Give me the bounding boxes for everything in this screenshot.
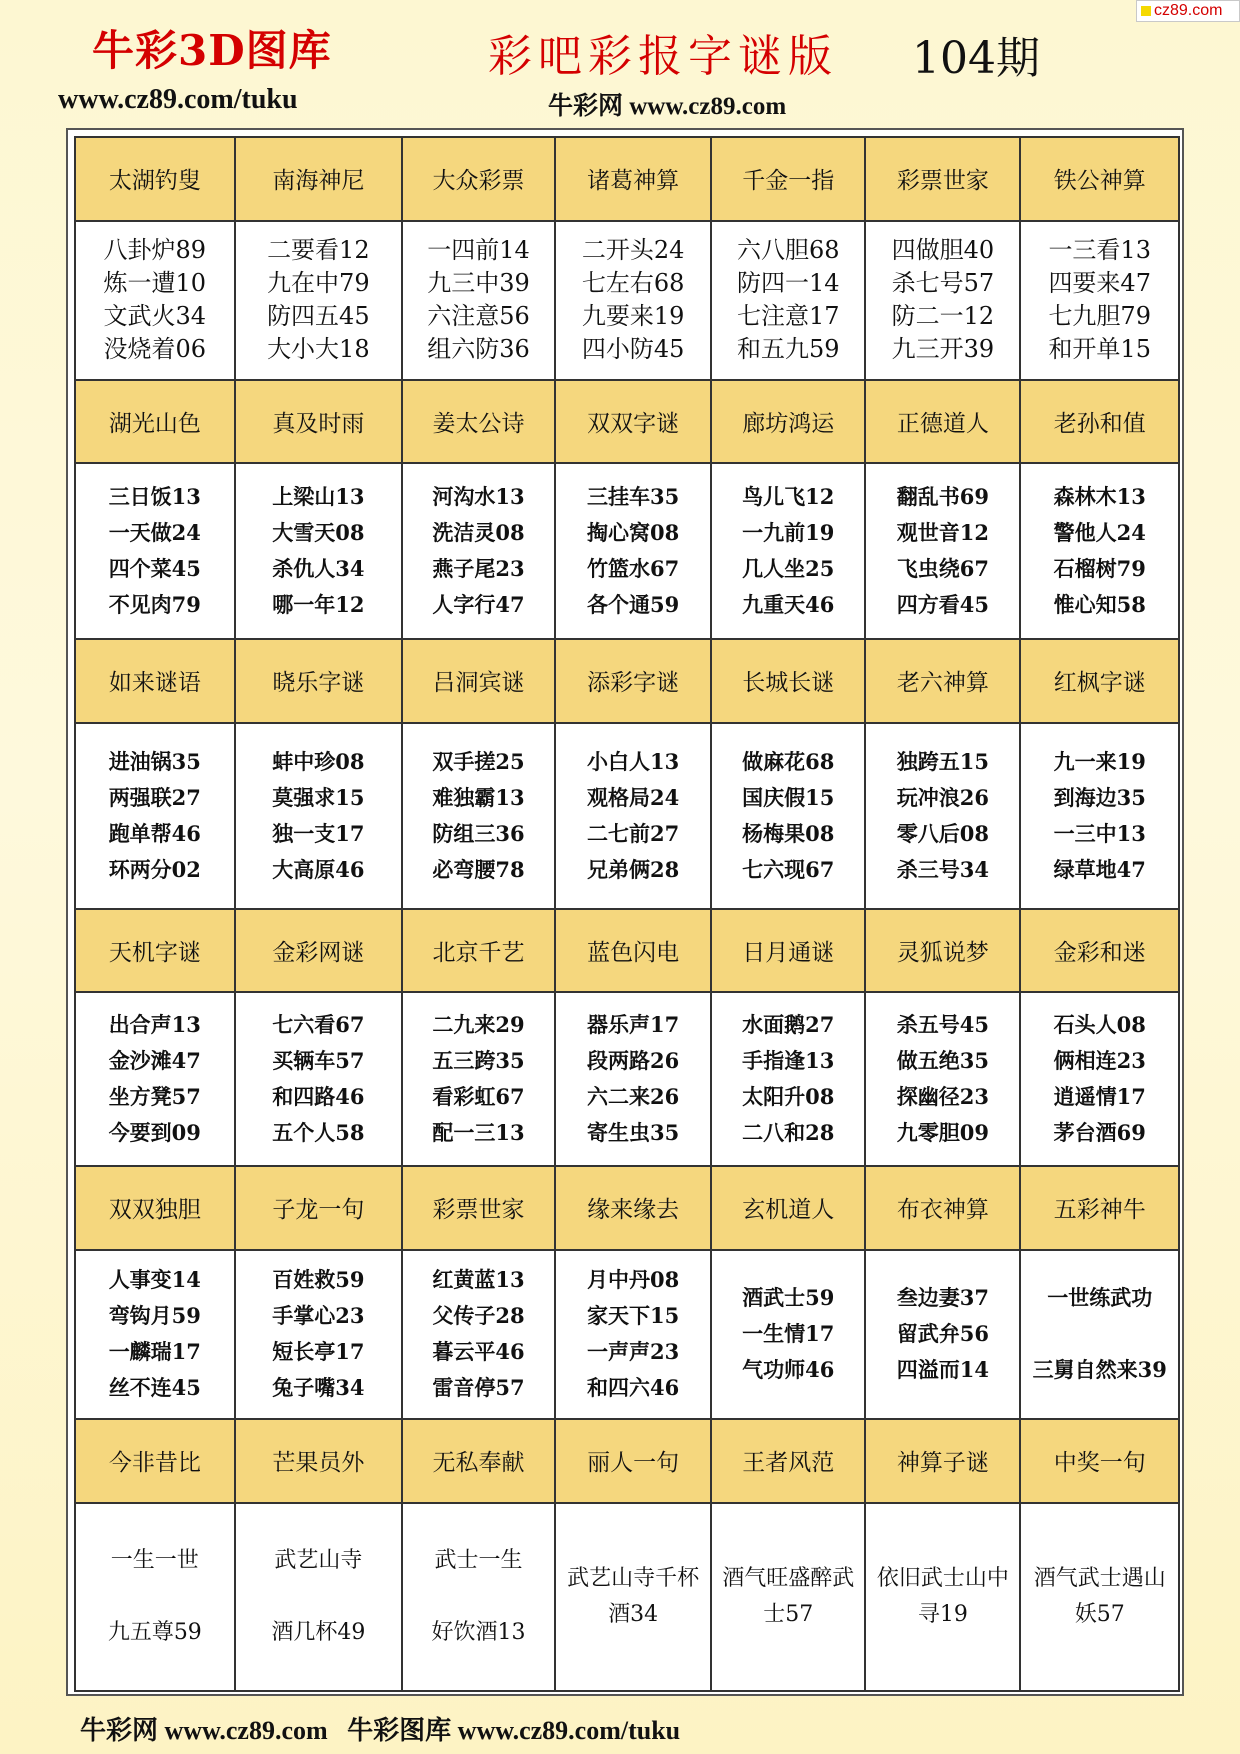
expert-name-cell: 子龙一句 [235,1166,402,1250]
prediction-line: 竹篮水67 [587,556,680,582]
prediction-line: 手指逢13 [742,1048,835,1074]
prediction-line: 没烧着06 [103,335,207,364]
prediction-line: 短长亭17 [272,1339,365,1365]
prediction-line: 兄弟俩28 [587,856,680,882]
expert-name-cell: 五彩神牛 [1020,1166,1179,1250]
header-row [75,1166,1179,1250]
expert-name-cell: 彩票世家 [402,1166,555,1250]
prediction-row [75,463,1179,639]
prediction-line: 人字行47 [432,592,525,618]
prediction-line: 士57 [763,1601,814,1627]
prediction-line: 三挂车35 [587,484,680,510]
expert-name-cell: 灵狐说梦 [865,909,1020,993]
prediction-line: 一麟瑞17 [108,1339,201,1365]
prediction-line: 出合声13 [108,1012,201,1038]
prediction-line: 依旧武士山中 [876,1565,1009,1591]
prediction-line: 观格局24 [587,784,680,810]
prediction-line: 四做胆40 [891,236,995,265]
expert-name-cell: 双双字谜 [555,380,711,464]
prediction-line: 暮云平46 [432,1339,525,1365]
prediction-line: 二九来29 [432,1012,525,1038]
brand-title: 牛彩3D图库 [92,26,332,75]
prediction-cell [865,221,1020,380]
prediction-line: 杀仇人34 [272,556,365,582]
prediction-line: 器乐声17 [587,1012,680,1038]
prediction-cell [1020,221,1179,380]
prediction-line: 到海边35 [1053,784,1146,810]
prediction-line: 上梁山13 [272,484,365,510]
expert-name-cell: 红枫字谜 [1020,639,1179,723]
prediction-line: 掏心窝08 [587,520,680,546]
header-row [75,639,1179,723]
expert-name-cell: 如来谜语 [75,639,235,723]
prediction-row [75,1503,1179,1691]
prediction-cell [711,992,865,1166]
prediction-cell [235,1250,402,1419]
prediction-line: 两强联27 [108,784,201,810]
expert-name-cell: 北京千艺 [402,909,555,993]
expert-name-cell: 诸葛神算 [555,137,711,221]
prediction-line: 六二来26 [587,1084,680,1110]
prediction-line: 四溢而14 [896,1357,989,1383]
expert-name-cell: 王者风范 [711,1419,865,1503]
prediction-cell [402,1503,555,1691]
prediction-line: 一生情17 [742,1321,835,1347]
prediction-line: 寻19 [917,1601,968,1627]
prediction-line: 和四六46 [587,1375,680,1401]
prediction-line: 太阳升08 [742,1084,835,1110]
prediction-line: 零八后08 [896,820,989,846]
prediction-line: 百姓救59 [272,1267,365,1293]
prediction-line: 寄生虫35 [587,1120,680,1146]
prediction-line: 跑单帮46 [108,820,201,846]
expert-name-cell: 缘来缘去 [555,1166,711,1250]
prediction-cell [235,1503,402,1691]
prediction-line: 人事变14 [108,1267,201,1293]
prediction-line: 八卦炉89 [103,236,207,265]
prediction-line: 一九前19 [742,520,835,546]
prediction-line: 金沙滩47 [108,1048,201,1074]
prediction-line: 酒气武士遇山 [1033,1565,1166,1591]
prediction-line: 防组三36 [432,820,525,846]
prediction-line: 留武弁56 [896,1321,989,1347]
prediction-line: 五个人58 [272,1120,365,1146]
prediction-line: 雷音停57 [432,1375,525,1401]
prediction-line: 鸟儿飞12 [742,484,835,510]
prediction-cell [865,992,1020,1166]
prediction-cell [75,1250,235,1419]
prediction-cell [75,463,235,639]
prediction-line: 小白人13 [587,748,680,774]
prediction-cell [402,463,555,639]
prediction-line: 三日饭13 [108,484,201,510]
prediction-line: 武艺山寺 [274,1547,363,1573]
expert-name-cell: 太湖钓叟 [75,137,235,221]
prediction-cell [402,723,555,909]
prediction-cell [235,992,402,1166]
prediction-cell [235,463,402,639]
prediction-cell [1020,463,1179,639]
prediction-line: 武艺山寺千杯 [567,1565,700,1591]
prediction-line: 手掌心23 [272,1303,365,1329]
prediction-line: 环两分02 [108,856,201,882]
line-spacer [78,1579,232,1615]
prediction-line: 一天做24 [108,520,201,546]
expert-name-cell: 无私奉献 [402,1419,555,1503]
prediction-line: 国庆假15 [742,784,835,810]
prediction-line: 段两路26 [587,1048,680,1074]
prediction-line: 九要来19 [581,302,685,331]
prediction-line: 逍遥情17 [1053,1084,1146,1110]
prediction-line: 看彩虹67 [432,1084,525,1110]
prediction-cell [555,723,711,909]
prediction-line: 几人坐25 [742,556,835,582]
prediction-line: 俩相连23 [1053,1048,1146,1074]
prediction-cell [555,1503,711,1691]
prediction-line: 今要到09 [108,1120,201,1146]
header-row [75,1419,1179,1503]
expert-name-cell: 金彩和迷 [1020,909,1179,993]
prediction-line: 杀五号45 [896,1012,989,1038]
prediction-line: 翻乱书69 [896,484,989,510]
watermark-text: cz89.com [1154,2,1223,19]
expert-name-cell: 芒果员外 [235,1419,402,1503]
prediction-line: 九五尊59 [107,1619,202,1645]
expert-name-cell: 布衣神算 [865,1166,1020,1250]
prediction-line: 九在中79 [267,269,370,298]
expert-name-cell: 姜太公诗 [402,380,555,464]
prediction-line: 二七前27 [587,820,680,846]
prediction-line: 文武火34 [103,302,207,331]
prediction-cell [711,221,865,380]
prediction-row [75,221,1179,380]
expert-name-cell: 今非昔比 [75,1419,235,1503]
prediction-cell [1020,992,1179,1166]
prediction-line: 蚌中珍08 [272,748,365,774]
prediction-line: 石榴树79 [1053,556,1146,582]
prediction-cell [1020,1250,1179,1419]
page-title: 彩吧彩报字谜版 [488,31,838,82]
prediction-line: 必弯腰78 [432,856,525,882]
prediction-line: 九零胆09 [896,1120,989,1146]
prediction-line: 飞虫绕67 [896,556,989,582]
prediction-line: 九三开39 [891,335,995,364]
line-spacer [238,1579,399,1615]
prediction-line: 兔子嘴34 [272,1375,365,1401]
prediction-line: 观世音12 [896,520,989,546]
prediction-line: 双手搓25 [432,748,525,774]
prediction-line: 酒几杯49 [271,1619,366,1645]
prediction-line: 燕子尾23 [432,556,525,582]
expert-name-cell: 日月通谜 [711,909,865,993]
prediction-line: 二八和28 [742,1120,835,1146]
prediction-line: 一四前14 [427,236,530,265]
prediction-line: 杀七号57 [891,269,995,298]
prediction-line: 一三看13 [1048,236,1151,265]
prediction-cell [235,221,402,380]
prediction-cell [865,1503,1020,1691]
prediction-line: 进油锅35 [108,748,201,774]
expert-name-cell: 双双独胆 [75,1166,235,1250]
prediction-line: 探幽径23 [896,1084,989,1110]
prediction-line: 七左右68 [581,269,685,298]
prediction-line: 四个菜45 [108,556,201,582]
prediction-cell [75,221,235,380]
forecast-table [74,136,1180,1692]
expert-name-cell: 中奖一句 [1020,1419,1179,1503]
prediction-line: 难独霸13 [432,784,525,810]
prediction-line: 哪一年12 [272,592,365,618]
prediction-line: 父传子28 [432,1303,525,1329]
prediction-line: 各个通59 [587,592,680,618]
header-row [75,380,1179,464]
site-line: 牛彩网 www.cz89.com [548,93,787,120]
expert-name-cell: 老六神算 [865,639,1020,723]
expert-name-cell: 丽人一句 [555,1419,711,1503]
prediction-line: 叁边妻37 [896,1285,989,1311]
prediction-line: 七九胆79 [1048,302,1151,331]
prediction-row [75,992,1179,1166]
expert-name-cell: 彩票世家 [865,137,1020,221]
prediction-line: 组六防36 [427,335,530,364]
expert-name-cell: 天机字谜 [75,909,235,993]
prediction-line: 莫强求15 [272,784,365,810]
prediction-line: 买辆车57 [272,1048,365,1074]
prediction-line: 六八胆68 [736,236,840,265]
prediction-line: 妖57 [1074,1601,1125,1627]
expert-name-cell: 大众彩票 [402,137,555,221]
watermark-badge [1136,0,1240,22]
prediction-cell [235,723,402,909]
prediction-line: 坐方凳57 [108,1084,201,1110]
prediction-line: 配一三13 [432,1120,525,1146]
prediction-line: 月中丹08 [587,1267,680,1293]
prediction-line: 防四一14 [736,269,840,298]
prediction-line: 惟心知58 [1053,592,1146,618]
prediction-line: 七六看67 [272,1012,365,1038]
expert-name-cell: 正德道人 [865,380,1020,464]
prediction-cell [555,463,711,639]
prediction-line: 酒34 [608,1601,659,1627]
prediction-line: 大高原46 [272,856,365,882]
expert-name-cell: 铁公神算 [1020,137,1179,221]
prediction-line: 红黄蓝13 [432,1267,525,1293]
prediction-line: 杨梅果08 [742,820,835,846]
line-spacer [1023,1316,1176,1352]
prediction-line: 五三跨35 [432,1048,525,1074]
prediction-cell [711,1503,865,1691]
prediction-line: 不见肉79 [108,592,201,618]
prediction-line: 二开头24 [581,236,685,265]
expert-name-cell: 老孙和值 [1020,380,1179,464]
prediction-line: 防二一12 [891,302,995,331]
prediction-cell [711,1250,865,1419]
prediction-line: 三舅自然来39 [1032,1357,1167,1383]
prediction-cell [555,992,711,1166]
prediction-line: 洗洁灵08 [432,520,525,546]
prediction-line: 九一来19 [1053,748,1146,774]
prediction-cell [555,221,711,380]
prediction-row [75,723,1179,909]
expert-name-cell: 真及时雨 [235,380,402,464]
prediction-line: 和四路46 [272,1084,365,1110]
expert-name-cell: 长城长谜 [711,639,865,723]
footer-links: 牛彩网 www.cz89.com 牛彩图库 www.cz89.com/tuku [80,1716,681,1745]
prediction-line: 酒武士59 [742,1285,835,1311]
prediction-line: 茅台酒69 [1053,1120,1146,1146]
prediction-line: 九三中39 [427,269,530,298]
prediction-line: 做五绝35 [896,1048,989,1074]
expert-name-cell: 添彩字谜 [555,639,711,723]
prediction-line: 和五九59 [736,335,840,364]
expert-name-cell: 金彩网谜 [235,909,402,993]
prediction-line: 四要来47 [1048,269,1151,298]
prediction-line: 防四五45 [267,302,370,331]
prediction-cell [75,1503,235,1691]
prediction-line: 森林木13 [1053,484,1146,510]
prediction-cell [555,1250,711,1419]
prediction-line: 家天下15 [587,1303,680,1329]
expert-name-cell: 神算子谜 [865,1419,1020,1503]
prediction-line: 好饮酒13 [431,1619,526,1645]
prediction-line: 气功师46 [742,1357,835,1383]
expert-name-cell: 吕洞宾谜 [402,639,555,723]
prediction-line: 和开单15 [1048,335,1151,364]
prediction-line: 石头人08 [1053,1012,1146,1038]
expert-name-cell: 廊坊鸿运 [711,380,865,464]
prediction-line: 四小防45 [581,335,685,364]
prediction-line: 酒气旺盛醉武 [722,1565,855,1591]
prediction-cell [1020,1503,1179,1691]
prediction-line: 六注意56 [427,302,530,331]
prediction-line: 七六现67 [742,856,835,882]
expert-name-cell: 蓝色闪电 [555,909,711,993]
prediction-line: 杀三号34 [896,856,989,882]
prediction-cell [711,463,865,639]
prediction-line: 河沟水13 [432,484,525,510]
prediction-line: 九重天46 [742,592,835,618]
prediction-line: 一声声23 [587,1339,680,1365]
prediction-cell [865,1250,1020,1419]
header-row [75,909,1179,993]
prediction-cell [711,723,865,909]
prediction-cell [865,463,1020,639]
expert-name-cell: 千金一指 [711,137,865,221]
prediction-cell [402,1250,555,1419]
prediction-line: 做麻花68 [742,748,835,774]
prediction-line: 七注意17 [736,302,840,331]
issue-number: 104期 [912,33,1040,84]
prediction-line: 绿草地47 [1053,856,1146,882]
prediction-line: 武士一生 [434,1547,523,1573]
expert-name-cell: 湖光山色 [75,380,235,464]
prediction-cell [402,221,555,380]
badge-square-icon [1141,6,1151,16]
prediction-line: 四方看45 [896,592,989,618]
prediction-line: 弯钩月59 [108,1303,201,1329]
header-row [75,137,1179,221]
line-spacer [405,1579,552,1615]
prediction-line: 独一支17 [272,820,365,846]
prediction-line: 一三中13 [1053,820,1146,846]
prediction-cell [1020,723,1179,909]
expert-name-cell: 南海神尼 [235,137,402,221]
prediction-line: 独跨五15 [896,748,989,774]
prediction-line: 水面鹅27 [742,1012,835,1038]
prediction-cell [75,723,235,909]
prediction-line: 丝不连45 [108,1375,201,1401]
prediction-cell [75,992,235,1166]
prediction-line: 玩冲浪26 [896,784,989,810]
prediction-line: 炼一遭10 [103,269,207,298]
prediction-cell [402,992,555,1166]
prediction-line: 大雪天08 [272,520,365,546]
prediction-line: 大小大18 [267,335,370,364]
prediction-line: 警他人24 [1053,520,1146,546]
expert-name-cell: 晓乐字谜 [235,639,402,723]
expert-name-cell: 玄机道人 [711,1166,865,1250]
prediction-line: 二要看12 [267,236,370,265]
prediction-line: 一生一世 [110,1547,199,1573]
brand-url: www.cz89.com/tuku [58,84,298,115]
prediction-row [75,1250,1179,1419]
prediction-line: 一世练武功 [1047,1285,1153,1311]
prediction-cell [865,723,1020,909]
